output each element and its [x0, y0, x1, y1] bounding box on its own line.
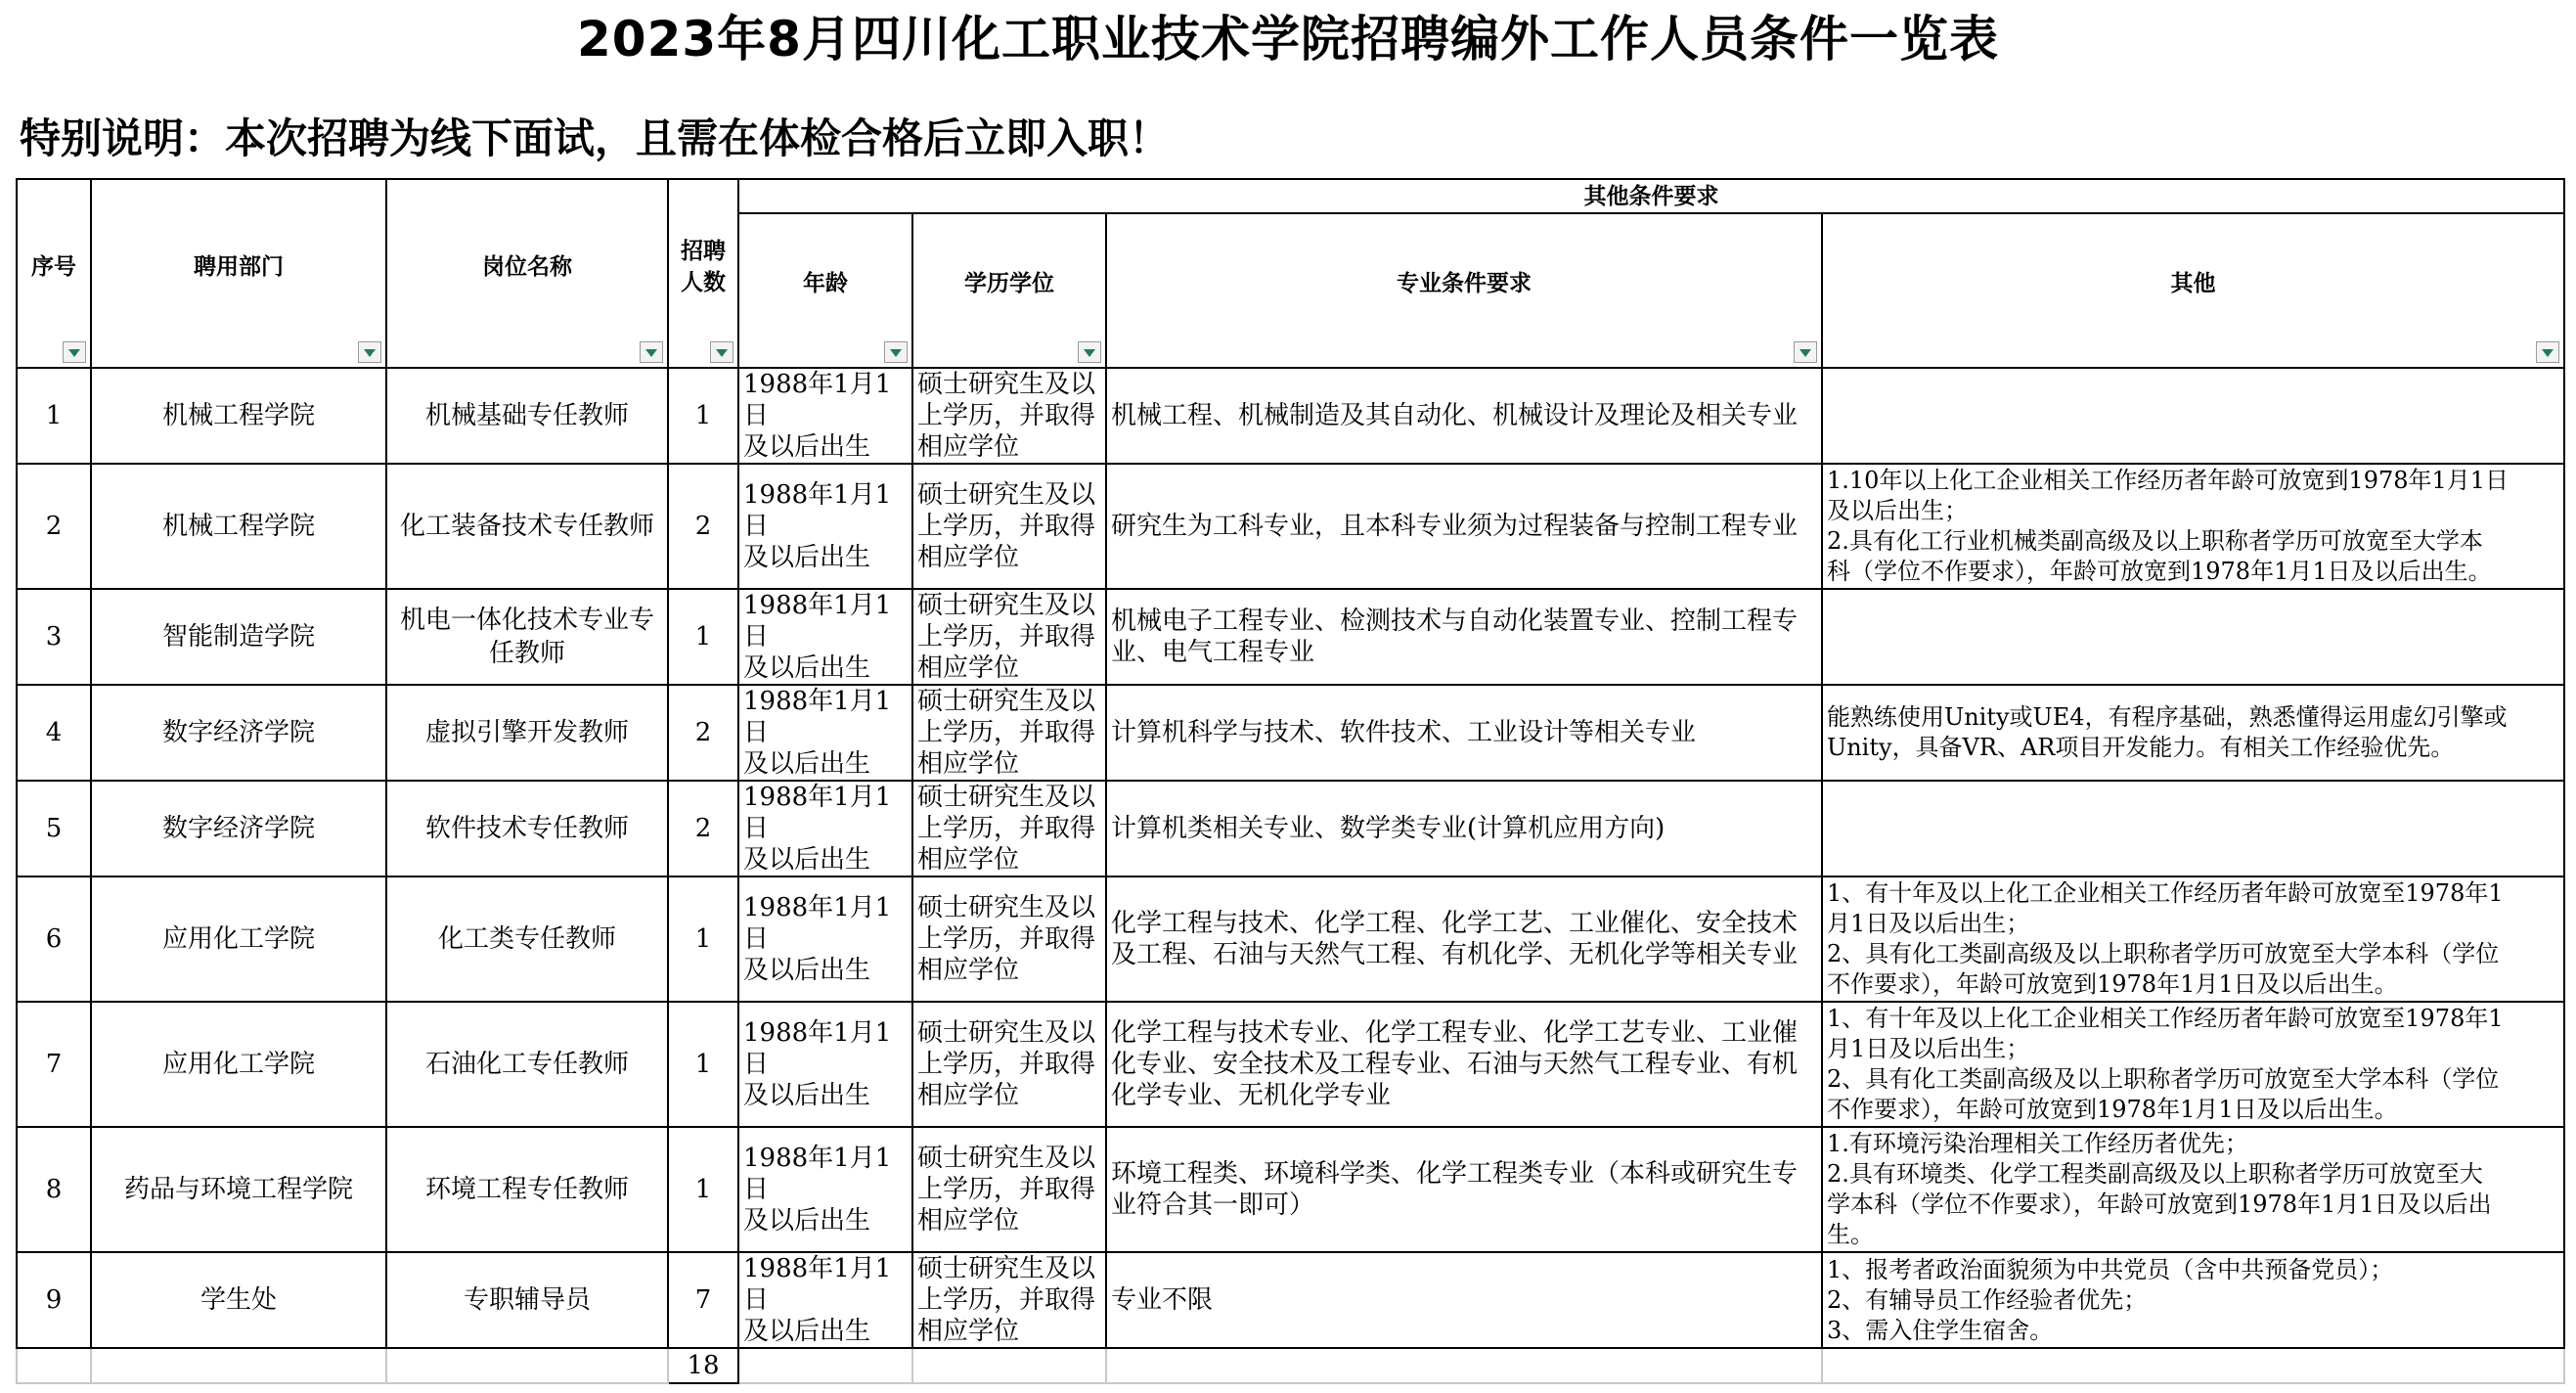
table-row — [17, 685, 2564, 781]
cell-seq[interactable]: 2 — [17, 464, 91, 589]
cell-count[interactable]: 1 — [668, 1002, 738, 1127]
cell-dept[interactable]: 应用化工学院 — [91, 876, 386, 1002]
header-seq: 序号 — [17, 179, 91, 368]
cell-post[interactable]: 石油化工专任教师 — [386, 1002, 668, 1127]
cell-edu[interactable]: 硕士研究生及以 上学历，并取得 相应学位 — [912, 1127, 1106, 1252]
table-row — [17, 1252, 2564, 1348]
cell-edu[interactable]: 硕士研究生及以 上学历，并取得 相应学位 — [912, 589, 1106, 685]
cell-dept[interactable]: 学生处 — [91, 1252, 386, 1348]
cell-post[interactable]: 专职辅导员 — [386, 1252, 668, 1348]
header-count: 招聘 人数 — [668, 179, 738, 368]
header-dept: 聘用部门 — [91, 179, 386, 368]
cell-major[interactable]: 机械工程、机械制造及其自动化、机械设计及理论及相关专业 — [1106, 368, 1822, 464]
cell-count[interactable]: 1 — [668, 589, 738, 685]
table-row — [17, 1002, 2564, 1127]
empty-cell[interactable] — [91, 1348, 386, 1383]
cell-major[interactable]: 计算机类相关专业、数学类专业(计算机应用方向) — [1106, 781, 1822, 876]
cell-major[interactable]: 环境工程类、环境科学类、化学工程类专业（本科或研究生专 业符合其一即可） — [1106, 1127, 1822, 1252]
empty-cell[interactable] — [1822, 1348, 2564, 1383]
empty-cell[interactable] — [738, 1348, 912, 1383]
cell-count[interactable]: 2 — [668, 464, 738, 589]
cell-seq[interactable]: 5 — [17, 781, 91, 876]
cell-count[interactable]: 7 — [668, 1252, 738, 1348]
cell-count[interactable]: 1 — [668, 368, 738, 464]
cell-post[interactable]: 环境工程专任教师 — [386, 1127, 668, 1252]
empty-cell[interactable] — [912, 1348, 1106, 1383]
cell-edu[interactable]: 硕士研究生及以 上学历，并取得 相应学位 — [912, 876, 1106, 1002]
cell-other[interactable]: 1、有十年及以上化工企业相关工作经历者年龄可放宽至1978年1 月1日及以后出生； 2、具有化工类副高级及以上职称者学历可放宽至大学本科（学位 不作要求），年龄可放宽到1978年1月1日及以后出生。 — [1822, 1002, 2564, 1127]
table-row — [17, 876, 2564, 1002]
cell-major[interactable]: 计算机科学与技术、软件技术、工业设计等相关专业 — [1106, 685, 1822, 781]
cell-age[interactable]: 1988年1月1日 及以后出生 — [738, 1252, 912, 1348]
cell-dept[interactable]: 数字经济学院 — [91, 781, 386, 876]
cell-other[interactable] — [1822, 781, 2564, 876]
filter-dropdown-icon[interactable] — [884, 341, 908, 363]
cell-post[interactable]: 化工类专任教师 — [386, 876, 668, 1002]
filter-dropdown-icon[interactable] — [358, 341, 381, 363]
total-count[interactable]: 18 — [668, 1348, 738, 1383]
header-age: 年龄 — [738, 213, 912, 368]
cell-edu[interactable]: 硕士研究生及以 上学历，并取得 相应学位 — [912, 685, 1106, 781]
header-major: 专业条件要求 — [1106, 213, 1822, 368]
cell-age[interactable]: 1988年1月1日 及以后出生 — [738, 1002, 912, 1127]
special-note: 特别说明：本次招聘为线下面试，且需在体检合格后立即入职！ — [20, 114, 1171, 162]
cell-edu[interactable]: 硕士研究生及以 上学历，并取得 相应学位 — [912, 464, 1106, 589]
cell-other[interactable]: 1、有十年及以上化工企业相关工作经历者年龄可放宽至1978年1 月1日及以后出生； 2、具有化工类副高级及以上职称者学历可放宽至大学本科（学位 不作要求），年龄可放宽到1978年1月1日及以后出生。 — [1822, 876, 2564, 1002]
cell-post[interactable]: 虚拟引擎开发教师 — [386, 685, 668, 781]
filter-dropdown-icon[interactable] — [640, 341, 663, 363]
cell-major[interactable]: 专业不限 — [1106, 1252, 1822, 1348]
cell-major[interactable]: 化学工程与技术专业、化学工程专业、化学工艺专业、工业催 化专业、安全技术及工程专业、石油与天然气工程专业、有机 化学专业、无机化学专业 — [1106, 1002, 1822, 1127]
table-row — [17, 464, 2564, 589]
cell-other[interactable] — [1822, 589, 2564, 685]
header-post: 岗位名称 — [386, 179, 668, 368]
cell-dept[interactable]: 数字经济学院 — [91, 685, 386, 781]
cell-age[interactable]: 1988年1月1日 及以后出生 — [738, 781, 912, 876]
filter-dropdown-icon[interactable] — [1078, 341, 1101, 363]
table-row — [17, 781, 2564, 876]
cell-post[interactable]: 化工装备技术专任教师 — [386, 464, 668, 589]
cell-dept[interactable]: 机械工程学院 — [91, 464, 386, 589]
cell-count[interactable]: 2 — [668, 781, 738, 876]
cell-other[interactable]: 1、报考者政治面貌须为中共党员（含中共预备党员）； 2、有辅导员工作经验者优先； 3、需入住学生宿舍。 — [1822, 1252, 2564, 1348]
cell-post[interactable]: 软件技术专任教师 — [386, 781, 668, 876]
recruitment-table — [16, 178, 2565, 1384]
cell-seq[interactable]: 9 — [17, 1252, 91, 1348]
cell-age[interactable]: 1988年1月1日 及以后出生 — [738, 464, 912, 589]
filter-dropdown-icon[interactable] — [63, 341, 86, 363]
cell-age[interactable]: 1988年1月1日 及以后出生 — [738, 589, 912, 685]
cell-age[interactable]: 1988年1月1日 及以后出生 — [738, 368, 912, 464]
header-edu: 学历学位 — [912, 213, 1106, 368]
header-other: 其他 — [1822, 213, 2564, 368]
cell-dept[interactable]: 智能制造学院 — [91, 589, 386, 685]
cell-seq[interactable]: 4 — [17, 685, 91, 781]
cell-edu[interactable]: 硕士研究生及以 上学历，并取得 相应学位 — [912, 1002, 1106, 1127]
cell-seq[interactable]: 6 — [17, 876, 91, 1002]
cell-dept[interactable]: 药品与环境工程学院 — [91, 1127, 386, 1252]
cell-edu[interactable]: 硕士研究生及以 上学历，并取得 相应学位 — [912, 368, 1106, 464]
cell-post[interactable]: 机械基础专任教师 — [386, 368, 668, 464]
cell-seq[interactable]: 8 — [17, 1127, 91, 1252]
cell-post[interactable]: 机电一体化技术专业专 任教师 — [386, 589, 668, 685]
header-group: 其他条件要求 — [738, 179, 2564, 213]
cell-count[interactable]: 1 — [668, 1127, 738, 1252]
empty-cell[interactable] — [1106, 1348, 1822, 1383]
cell-age[interactable]: 1988年1月1日 及以后出生 — [738, 876, 912, 1002]
cell-dept[interactable]: 机械工程学院 — [91, 368, 386, 464]
cell-other[interactable]: 能熟练使用Unity或UE4，有程序基础，熟悉懂得运用虚幻引擎或 Unity，具备VR、AR项目开发能力。有相关工作经验优先。 — [1822, 685, 2564, 781]
cell-seq[interactable]: 3 — [17, 589, 91, 685]
cell-count[interactable]: 1 — [668, 876, 738, 1002]
table-row — [17, 589, 2564, 685]
cell-dept[interactable]: 应用化工学院 — [91, 1002, 386, 1127]
filter-dropdown-icon[interactable] — [2536, 341, 2559, 363]
page-title: 2023年8月四川化工职业技术学院招聘编外工作人员条件一览表 — [577, 11, 1999, 67]
cell-major[interactable]: 研究生为工科专业，且本科专业须为过程装备与控制工程专业 — [1106, 464, 1822, 589]
cell-major[interactable]: 机械电子工程专业、检测技术与自动化装置专业、控制工程专 业、电气工程专业 — [1106, 589, 1822, 685]
cell-other[interactable] — [1822, 368, 2564, 464]
cell-other[interactable]: 1.10年以上化工企业相关工作经历者年龄可放宽到1978年1月1日 及以后出生； 2.具有化工行业机械类副高级及以上职称者学历可放宽至大学本 科（学位不作要求），年龄可放宽到1978年1月1日及以后出生。 — [1822, 464, 2564, 589]
table-row — [17, 1127, 2564, 1252]
cell-count[interactable]: 2 — [668, 685, 738, 781]
cell-seq[interactable]: 7 — [17, 1002, 91, 1127]
empty-cell[interactable] — [386, 1348, 668, 1383]
cell-seq[interactable]: 1 — [17, 368, 91, 464]
cell-edu[interactable]: 硕士研究生及以 上学历，并取得 相应学位 — [912, 781, 1106, 876]
cell-edu[interactable]: 硕士研究生及以 上学历，并取得 相应学位 — [912, 1252, 1106, 1348]
cell-age[interactable]: 1988年1月1日 及以后出生 — [738, 1127, 912, 1252]
filter-dropdown-icon[interactable] — [710, 341, 733, 363]
total-row — [17, 1348, 2564, 1383]
cell-other[interactable]: 1.有环境污染治理相关工作经历者优先； 2.具有环境类、化学工程类副高级及以上职称者学历可放宽至大 学本科（学位不作要求），年龄可放宽到1978年1月1日及以后出 生。 — [1822, 1127, 2564, 1252]
empty-cell[interactable] — [17, 1348, 91, 1383]
cell-major[interactable]: 化学工程与技术、化学工程、化学工艺、工业催化、安全技术 及工程、石油与天然气工程、有机化学、无机化学等相关专业 — [1106, 876, 1822, 1002]
filter-dropdown-icon[interactable] — [1794, 341, 1817, 363]
cell-age[interactable]: 1988年1月1日 及以后出生 — [738, 685, 912, 781]
table-row — [17, 368, 2564, 464]
